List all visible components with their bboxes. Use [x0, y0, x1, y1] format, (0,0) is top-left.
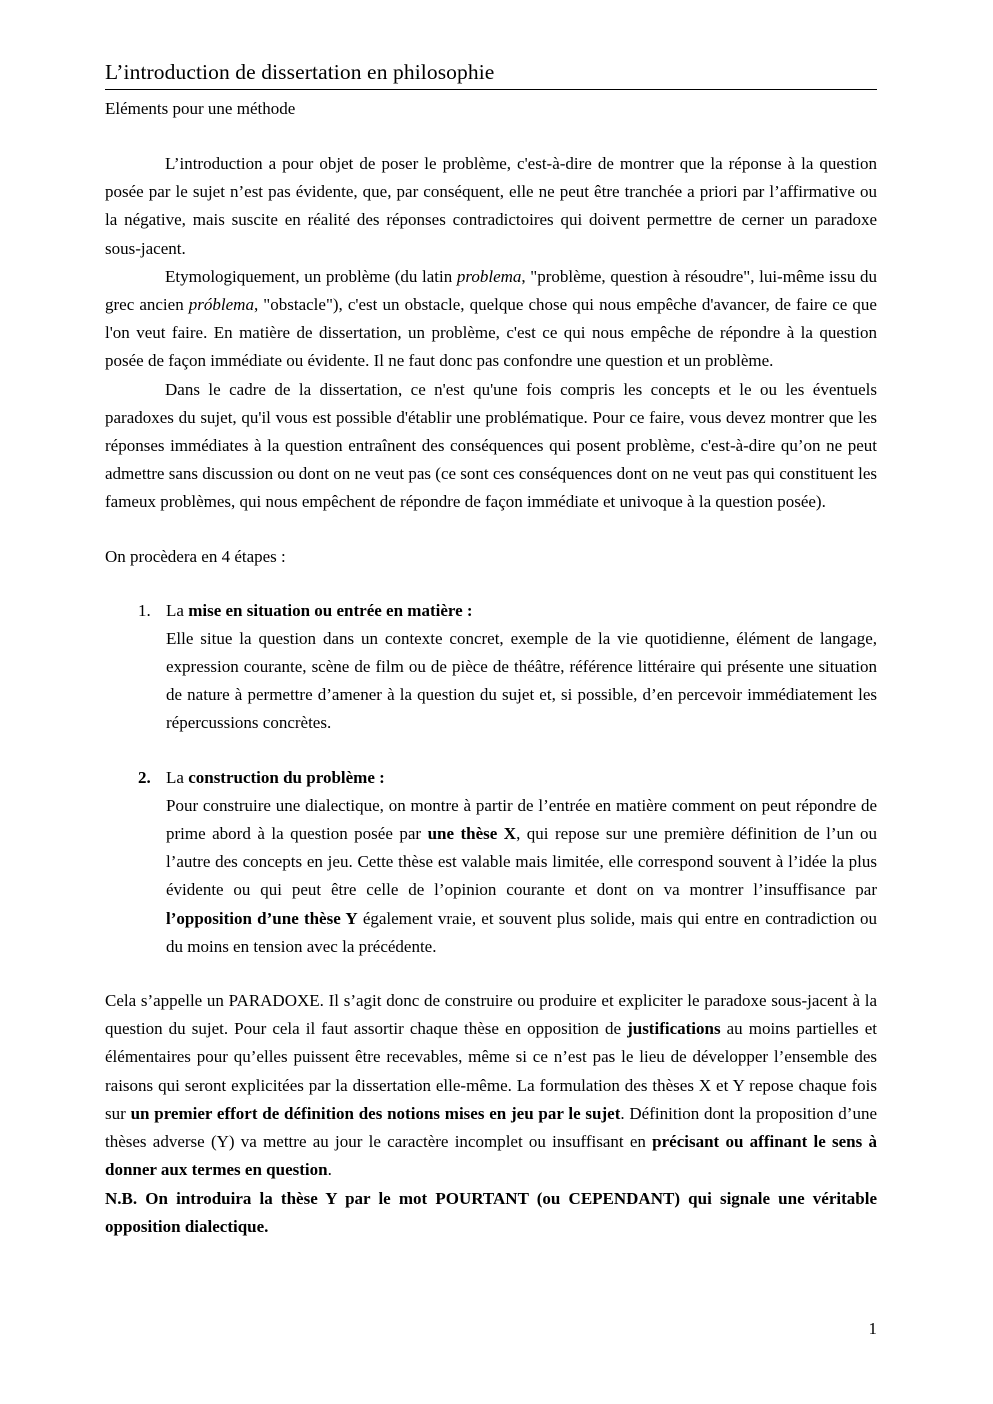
definition-effort-emphasis: un premier effort de définition des notions mises en jeu par le sujet — [130, 1103, 621, 1123]
paradox-text-a: Cela s’appelle un PARADOXE. Il s’agit donc de construire ou produire et expliciter le paradoxe sous-jacent à la question du sujet. Pour cela il faut assortir chaque thèse en opposition de — [105, 991, 877, 1039]
etymology-text-b: , "problème, question à résoudre", lui-même issu du grec ancien — [105, 266, 878, 315]
page-title: L’introduction de dissertation en philosophie — [105, 58, 877, 90]
body-text-c: également vraie, et souvent plus solide, mais qui entre en contradiction ou du moins en tension avec la précédente. — [166, 908, 878, 956]
etymology-text-a: Etymologiquement, un problème (du latin — [165, 266, 457, 286]
list-item-heading — [166, 597, 877, 625]
list-item-heading — [166, 764, 877, 792]
nb-note: N.B. On introduira la thèse Y par le mot POURTANT (ou CEPENDANT) qui signale une véritable opposition dialectique. — [105, 1188, 877, 1236]
latin-term: problema — [456, 266, 522, 286]
spacer — [105, 961, 877, 987]
steps-list — [105, 597, 877, 961]
paragraph-dissertation — [105, 376, 877, 517]
document-subtitle: Eléments pour une méthode — [105, 99, 296, 118]
etymology-text-c: , "obstacle"), c'est un obstacle, quelque chose qui nous empêche d'avancer, de faire ce que l'on veut faire. En matière de dissertation, un problème, c'est ce qui nous empêche de répondre à la question posée de façon immédiate ou évidente. Il ne faut donc pas confondre une question et un problème. — [105, 295, 877, 371]
thesis-y-emphasis: l’opposition d’une thèse Y — [166, 908, 358, 928]
greek-term: próblema — [188, 295, 254, 315]
heading-emphasis: construction du problème : — [188, 767, 385, 787]
paragraph-text: Dans le cadre de la dissertation, ce n'est qu'une fois compris les concepts et le ou les éventuels paradoxes du sujet, qu'il vous est possible d'établir une problématique. Pour ce faire, vous devez montrer que les réponses immédiates à la question entraînent des conséquences qui posent problème, c'est-à-dire qu’on ne peut admettre sans discussion ou dont on ne veut pas (ce sont ces conséquences dont on ne veut pas qui constituent les fameux problèmes, qui nous empêchent de répondre de façon immédiate et univoque à la question posée). — [105, 379, 877, 512]
paradox-text-b: au moins partielles et élémentaires pour qu’elles puissent être recevables, même si ce n’est pas le lieu de développer l’ensemble des raisons qui seront explicitées par la dissertation elle-même. La formulation des thèses X et Y repose chaque fois sur — [105, 1019, 877, 1123]
spacer — [105, 571, 877, 597]
body-text-a: Pour construire une dialectique, on montre à partir de l’entrée en matière comment on peut répondre de prime abord à la question posée par — [166, 795, 877, 844]
justifications-emphasis: justifications — [627, 1019, 721, 1039]
paragraph-text: L’introduction a pour objet de poser le problème, c'est-à-dire de montrer que la réponse à la question posée par le sujet n’est pas évidente, que, par conséquent, elle ne peut être tranchée a priori par l’affirmative ou la négative, mais suscite en réalité des réponses contradictoires qui doivent permettre de cerner un paradoxe sous-jacent. — [105, 154, 877, 258]
thesis-x-emphasis: une thèse X — [427, 824, 517, 844]
list-item-number: 1. — [138, 600, 151, 620]
list-item — [105, 597, 877, 738]
list-item-number: 2. — [138, 767, 151, 787]
spacer — [105, 517, 877, 543]
spacer — [105, 738, 877, 764]
paragraph-paradox — [105, 987, 877, 1184]
paragraph-introduction — [105, 150, 877, 263]
heading-emphasis: mise en situation ou entrée en matière : — [188, 600, 473, 620]
heading-prefix: La — [166, 600, 189, 620]
list-item-body — [166, 792, 877, 961]
list-item-body: Elle situe la question dans un contexte concret, exemple de la vie quotidienne, élément de langage, expression courante, scène de film ou de pièce de théâtre, référence littéraire qui présente une situation de nature à permettre d’amener à la question du sujet et, si possible, d’en percevoir immédiatement les répercussions concrètes. — [166, 628, 877, 733]
body-text-b: , qui repose sur une première définition de l’un ou l’autre des concepts en jeu. Cette thèse est valable mais limitée, elle correspond souvent à l’idée la plus évidente ou qui peut être celle de l’opinion courante et dont on va montrer l’insuffisance par — [166, 824, 877, 900]
document-content — [105, 58, 877, 1241]
paragraph-etymology — [105, 263, 877, 376]
spacer — [105, 122, 877, 150]
paradox-text-d: . — [327, 1160, 332, 1180]
steps-lead-text: On procèdera en 4 étapes : — [105, 546, 286, 566]
heading-prefix: La — [166, 767, 189, 787]
page-number: 1 — [868, 1319, 877, 1338]
precising-terms-emphasis: précisant ou affinant le sens à donner aux termes en question — [105, 1132, 877, 1180]
list-item — [105, 764, 877, 961]
paradox-text-c: . Définition dont la proposition d’une thèses adverse (Y) va mettre au jour le caractère incomplet ou insuffisant en — [105, 1103, 878, 1152]
